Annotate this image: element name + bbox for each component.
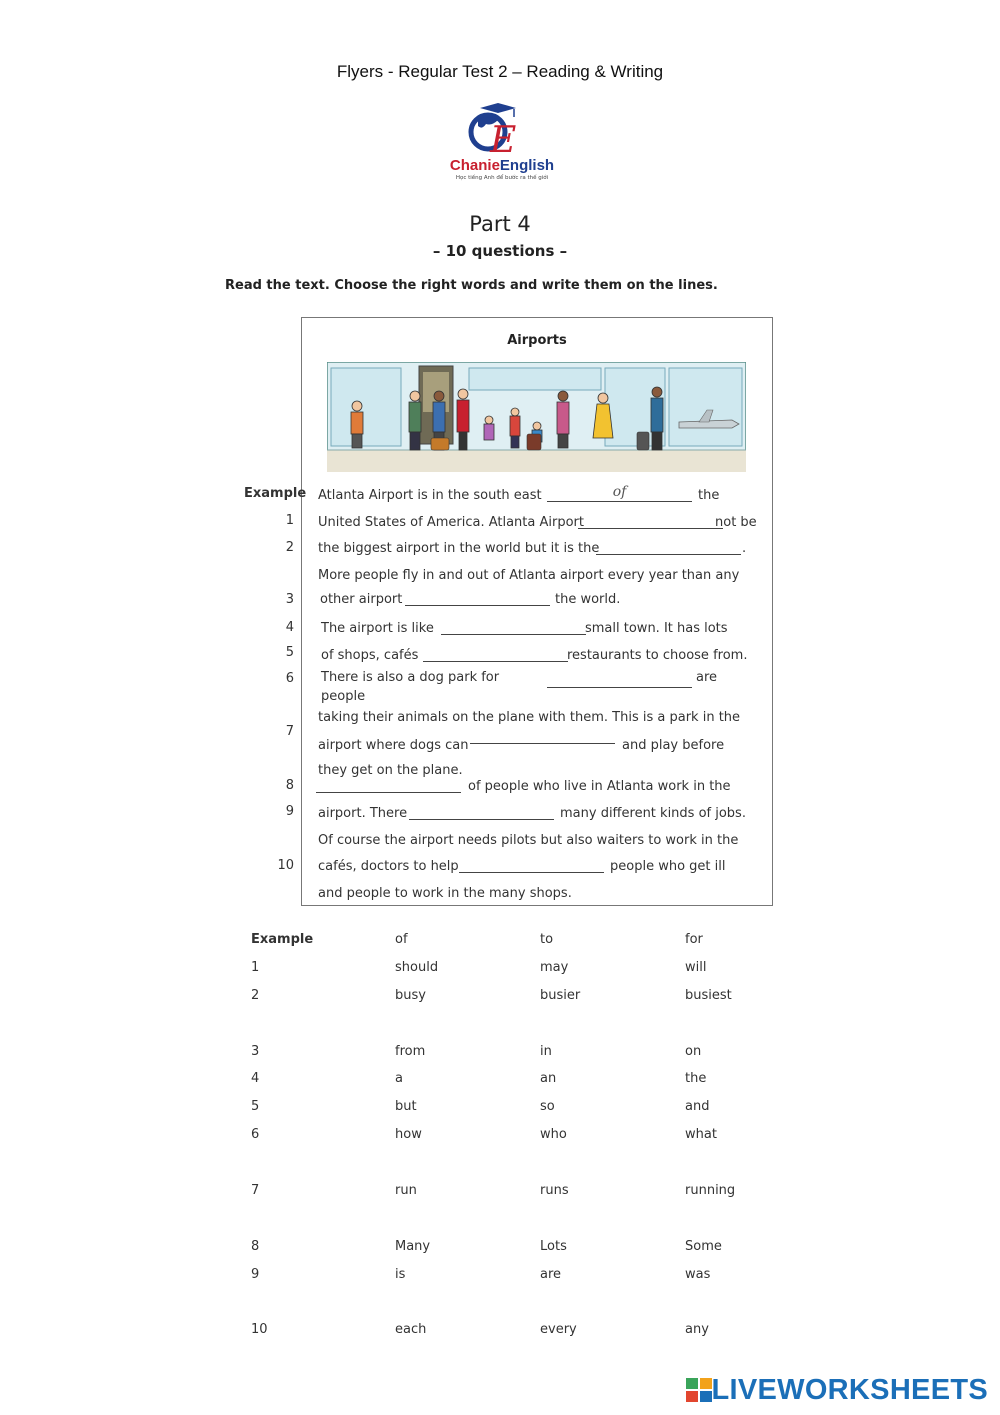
option-choice: so [540,1099,555,1114]
part-title: Part 4 [469,212,531,236]
text-line: and play before [622,738,725,753]
option-choice: a [395,1071,403,1086]
question-number: 5 [285,645,294,660]
question-number: 10 [277,858,294,873]
liveworksheets-brand [686,1372,989,1408]
part-subtitle: – 10 questions – [432,242,568,260]
answer-blank[interactable] [596,543,741,555]
text-line: not be [715,515,757,530]
option-choice: what [685,1127,717,1142]
option-choice: busier [540,988,581,1003]
text-line: people who get ill [610,859,726,874]
worksheet-header-title: Flyers - Regular Test 2 – Reading & Writing [336,62,664,81]
logo-mark: E [490,120,517,161]
text-line: airport where dogs can [318,738,469,753]
option-choice: and [685,1099,710,1114]
option-choice: runs [540,1183,569,1198]
example-answer: of [612,484,627,500]
text-line: United States of America. Atlanta Airport [318,515,584,530]
question-number: 9 [285,804,294,819]
option-choice: from [395,1044,426,1059]
option-choice: the [685,1071,707,1086]
answer-blank[interactable] [441,623,586,635]
option-row-label: 5 [251,1099,260,1114]
text-line: many different kinds of jobs. [560,806,746,821]
text-line: . [742,541,747,556]
text-line: are [696,670,718,685]
text-line: There is also a dog park for [321,670,500,685]
airport-illustration [327,362,746,472]
option-row-label: 10 [251,1322,268,1337]
liveworksheets-wordmark: LIVEWORKSHEETS [711,1373,988,1406]
text-line: they get on the plane. [318,763,463,778]
option-choice: how [395,1127,422,1142]
option-choice: is [395,1267,406,1282]
text-line: Of course the airport needs pilots but also waiters to work in the [318,833,739,848]
answer-blank[interactable] [459,861,604,873]
logo-wordmark: ChanieEnglish [449,157,555,174]
text-line: and people to work in the many shops. [318,886,572,901]
option-choice: run [395,1183,417,1198]
option-choice: busiest [685,988,732,1003]
liveworksheets-icon [686,1378,712,1402]
question-number: 4 [285,620,294,635]
option-row-label: 2 [251,988,260,1003]
option-choice: every [540,1322,577,1337]
option-choice: for [685,932,703,947]
option-row-label: Example [251,932,314,947]
option-row-label: 6 [251,1127,260,1142]
text-line: the world. [555,592,621,607]
text-line: More people fly in and out of Atlanta airport every year than any [318,568,740,583]
text-line: restaurants to choose from. [567,648,748,663]
option-row-label: 8 [251,1239,260,1254]
option-choice: busy [395,988,426,1003]
option-choice: in [540,1044,552,1059]
option-choice: to [540,932,554,947]
option-choice: was [685,1267,711,1282]
answer-blank[interactable] [405,594,550,606]
text-line: taking their animals on the plane with them. This is a park in the [318,710,741,725]
option-choice: each [395,1322,427,1337]
text-line: of people who live in Atlanta work in the [468,779,731,794]
option-choice: who [540,1127,567,1142]
question-number: 2 [285,540,294,555]
question-number: 7 [285,724,294,739]
option-choice: but [395,1099,417,1114]
answer-blank[interactable] [578,517,723,529]
instruction-text: Read the text. Choose the right words and write them on the lines. [225,278,718,293]
question-number: 8 [285,778,294,793]
option-row-label: 3 [251,1044,260,1059]
option-choice: are [540,1267,562,1282]
option-choice: Lots [540,1239,567,1254]
answer-blank[interactable] [423,650,568,662]
reading-title: Airports [507,333,567,348]
text-line: the [698,488,720,503]
option-choice: of [395,932,408,947]
question-number: 3 [285,592,294,607]
text-line: small town. It has lots [585,621,728,636]
option-choice: may [540,960,569,975]
option-row-label: 9 [251,1267,260,1282]
option-choice: Some [685,1239,722,1254]
option-row-label: 7 [251,1183,260,1198]
option-choice: any [685,1322,709,1337]
logo-tagline: Học tiếng Anh để bước ra thế giới [455,175,549,181]
text-line: of shops, cafés [321,648,419,663]
text-line: The airport is like [321,621,434,636]
example-answer-blank [547,484,692,502]
question-number: Example [244,486,307,501]
text-line: Atlanta Airport is in the south east [318,488,542,503]
question-number: 6 [285,671,294,686]
option-choice: will [685,960,707,975]
answer-blank[interactable] [316,781,461,793]
option-choice: on [685,1044,702,1059]
text-line: airport. There [318,806,408,821]
answer-blank[interactable] [470,732,615,744]
option-row-label: 4 [251,1071,260,1086]
question-number: 1 [285,513,294,528]
option-row-label: 1 [251,960,260,975]
option-choice: running [685,1183,736,1198]
text-line: other airport [320,592,403,607]
text-line: the biggest airport in the world but it is the [318,541,600,556]
text-line: people [321,689,366,704]
option-choice: should [395,960,439,975]
option-choice: an [540,1071,557,1086]
answer-blank[interactable] [409,808,554,820]
answer-blank[interactable] [547,676,692,688]
option-choice: Many [395,1239,431,1254]
text-line: cafés, doctors to help [318,859,459,874]
